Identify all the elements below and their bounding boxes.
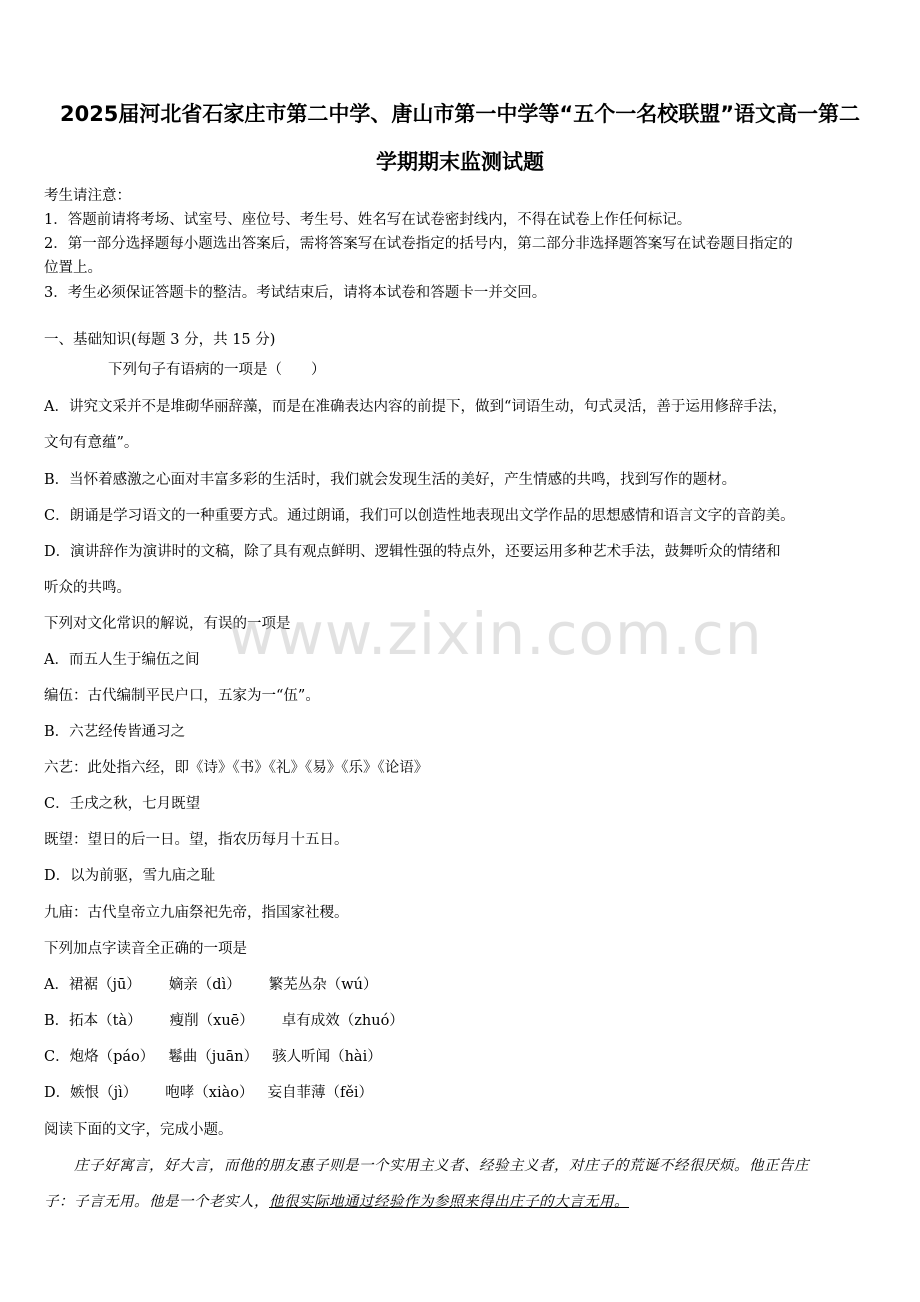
q3-d-item-3: 妄自菲薄（fěi） (267, 1085, 374, 1101)
q1-option-c: C．朗诵是学习语文的一种重要方式。通过朗诵，我们可以创造性地表现出文学作品的思想感情和语言文字的音韵美。 (44, 508, 795, 524)
q3-option-c (44, 1047, 382, 1067)
q3-a-item-2: 嫡亲（dì） (168, 977, 241, 993)
page-title-line2: 学期期末监测试题 (376, 150, 544, 174)
q2-stem: 下列对文化常识的解说，有误的一项是 (44, 616, 291, 632)
q3-b-item-2: 瘦削（xuē） (169, 1013, 254, 1029)
q3-c-item-1: C．炮烙（páo） (44, 1049, 155, 1065)
q3-d-item-1: D．嫉恨（jì） (44, 1085, 138, 1101)
q3-d-item-2: 咆哮（xiào） (165, 1085, 254, 1101)
reading-passage-line2 (44, 1192, 629, 1212)
q2-option-a-note: 编伍：古代编制平民户口，五家为一“伍”。 (44, 688, 320, 704)
q2-option-a: A．而五人生于编伍之间 (44, 652, 200, 668)
q2-option-b: B．六艺经传皆通习之 (44, 724, 186, 740)
q1-option-b: B．当怀着感激之心面对丰富多彩的生活时，我们就会发现生活的美好，产生情感的共鸣，找到写作的题材。 (44, 472, 737, 488)
q3-c-item-3: 骇人听闻（hài） (272, 1049, 382, 1065)
q2-option-d-note: 九庙：古代皇帝立九庙祭祀先帝，指国家社稷。 (44, 905, 349, 921)
notice-item-2a: 2．第一部分选择题每小题选出答案后，需将答案写在试卷指定的括号内，第二部分非选择题答案写在试卷题目指定的 (44, 236, 793, 252)
reading-instruction: 阅读下面的文字，完成小题。 (44, 1122, 233, 1138)
q1-option-a-line1: A．讲究文采并不是堆砌华丽辞藻，而是在准确表达内容的前提下，做到“词语生动，句式灵活，善于运用修辞手法， (44, 399, 787, 415)
q1-option-d-line1: D．演讲辞作为演讲时的文稿，除了具有观点鲜明、逻辑性强的特点外，还要运用多种艺术手法，鼓舞听众的情绪和 (44, 544, 781, 560)
reading-passage-underlined: 他很实际地通过经验作为参照来得出庄子的大言无用。 (269, 1194, 629, 1210)
reading-passage-plain: 子：子言无用。他是一个老实人， (44, 1194, 269, 1210)
q3-option-d (44, 1083, 373, 1103)
q1-option-d-line2: 听众的共鸣。 (44, 580, 131, 596)
q3-a-item-3: 繁芜丛杂（wú） (268, 977, 378, 993)
q3-stem: 下列加点字读音全正确的一项是 (44, 941, 247, 957)
notice-heading: 考生请注意： (44, 188, 131, 204)
notice-item-2b: 位置上。 (44, 260, 102, 276)
q3-c-item-2: 鬈曲（juān） (168, 1049, 259, 1065)
q3-b-item-3: 卓有成效（zhuó） (281, 1013, 404, 1029)
q2-option-c: C．壬戌之秋，七月既望 (44, 796, 201, 812)
page-title-line1: 2025届河北省石家庄市第二中学、唐山市第一中学等“五个一名校联盟”语文高一第二 (59, 102, 861, 126)
q3-option-b (44, 1011, 404, 1031)
q1-option-a-line2: 文句有意蕴”。 (44, 435, 139, 451)
q3-option-a (44, 975, 377, 995)
q2-option-b-note: 六艺：此处指六经，即《诗》《书》《礼》《易》《乐》《论语》 (44, 760, 429, 776)
section-heading: 一、基础知识(每题 3 分，共 15 分) (44, 332, 276, 348)
q2-option-c-note: 既望：望日的后一日。望，指农历每月十五日。 (44, 832, 349, 848)
notice-item-1: 1．答题前请将考场、试室号、座位号、考生号、姓名写在试卷密封线内，不得在试卷上作任何标记。 (44, 212, 692, 228)
notice-item-3: 3．考生必须保证答题卡的整洁。考试结束后，请将本试卷和答题卡一并交回。 (44, 285, 547, 301)
q3-a-item-1: A．裙裾（jū） (44, 977, 141, 993)
q2-option-d: D．以为前驱，雪九庙之耻 (44, 868, 216, 884)
reading-passage-line1: 庄子好寓言，好大言，而他的朋友惠子则是一个实用主义者、经验主义者，对庄子的荒诞不经很厌烦。他正告庄 (74, 1158, 809, 1174)
watermark: www.zixin.com.cn (228, 600, 763, 668)
q1-stem: 下列句子有语病的一项是（ ） (108, 362, 326, 378)
q3-b-item-1: B．拓本（tà） (44, 1013, 142, 1029)
